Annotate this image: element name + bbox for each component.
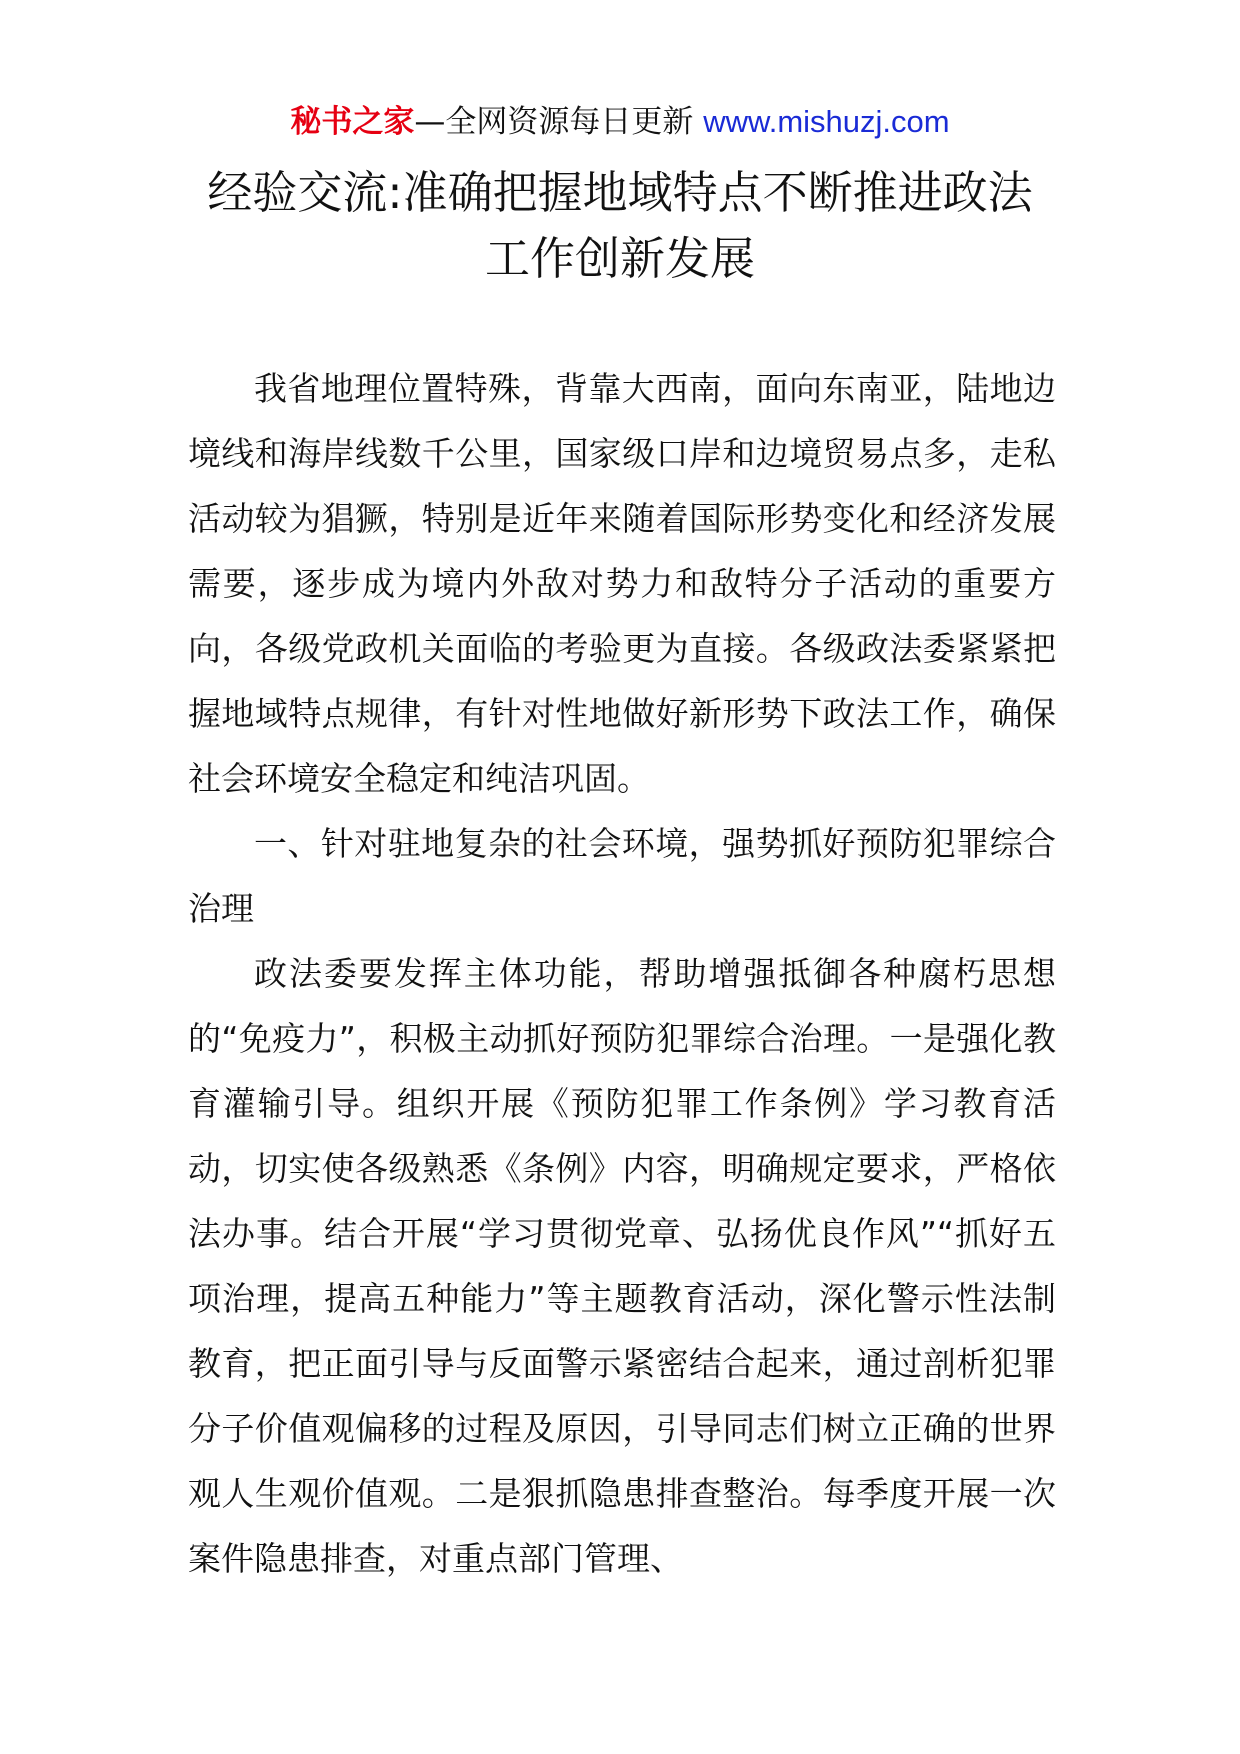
title-line-2: 工作创新发展 bbox=[484, 232, 755, 285]
title-line-1: 经验交流:准确把握地域特点不断推进政法 bbox=[207, 166, 1033, 219]
paragraph-intro: 我省地理位置特殊，背靠大西南，面向东南亚，陆地边境线和海岸线数千公里，国家级口岸和边境贸易点多，走私活动较为猖獗，特别是近年来随着国际形势变化和经济发展需要，逐步成为境内外敌对势力和敌特分子活动的重要方向，各级党政机关面临的考验更为直接。各级政法委紧紧把握地域特点规律，有针对性地做好新形势下政法工作，确保社会环境安全稳定和纯洁巩固。 bbox=[188, 369, 1056, 798]
document-title bbox=[150, 160, 1090, 292]
section-heading-1: 一、针对驻地复杂的社会环境，强势抓好预防犯罪综合治理 bbox=[188, 824, 1056, 928]
header-banner bbox=[0, 100, 1240, 144]
document-body bbox=[188, 356, 1056, 1591]
site-url-link[interactable]: www.mishuzj.com bbox=[703, 104, 950, 139]
paragraph-section-1: 政法委要发挥主体功能，帮助增强抵御各种腐朽思想的“免疫力”，积极主动抓好预防犯罪综合治理。一是强化教育灌输引导。组织开展《预防犯罪工作条例》学习教育活动，切实使各级熟悉《条例》内容，明确规定要求，严格依法办事。结合开展“学习贯彻党章、弘扬优良作风”“抓好五项治理，提高五种能力”等主题教育活动，深化警示性法制教育，把正面引导与反面警示紧密结合起来，通过剖析犯罪分子价值观偏移的过程及原因，引导同志们树立正确的世界观人生观价值观。二是狠抓隐患排查整治。每季度开展一次案件隐患排查，对重点部门管理、 bbox=[188, 954, 1056, 1578]
brand-name: 秘书之家 bbox=[290, 104, 415, 140]
tagline: —全网资源每日更新 bbox=[414, 104, 704, 140]
